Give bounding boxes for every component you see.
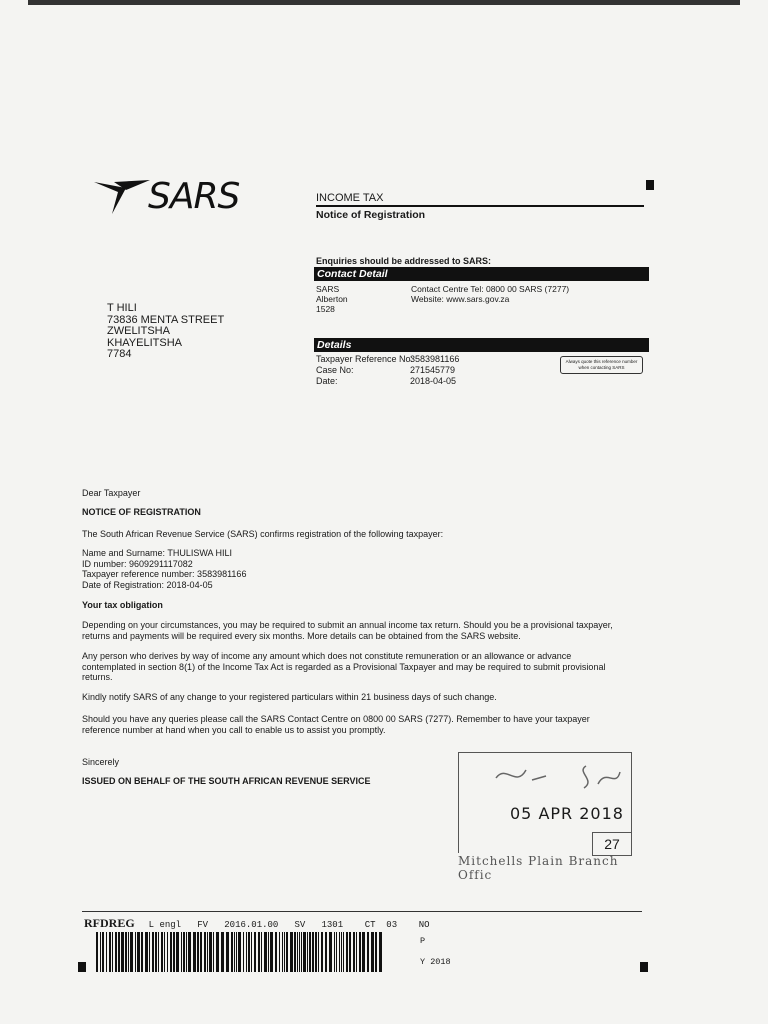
form-codes: L engl FV 2016.01.00 SV 1301 CT 03 NO [148, 920, 430, 930]
taxpayer-details [82, 548, 246, 590]
contact-line: SARS [316, 284, 340, 294]
date-value: 2018-04-05 [410, 376, 457, 386]
details-labels [316, 354, 413, 387]
letter-heading: NOTICE OF REGISTRATION [82, 507, 201, 517]
corner-mark [640, 962, 648, 972]
case-label: Case No: [316, 365, 354, 375]
reg-date-line: Date of Registration: 2018-04-05 [82, 579, 213, 590]
id-line: ID number: 9609291117082 [82, 558, 193, 569]
quote-reference-note: Always quote this reference number when contacting SARS [560, 356, 643, 374]
stamp-branch: Mitchells Plain Branch Offic [458, 854, 619, 882]
paragraph-1 [82, 620, 613, 641]
logo-wordmark: SARS [148, 176, 240, 217]
paragraph-line: Should you have any queries please call the SARS Contact Centre on 0800 00 SARS (7277). Remember to have your taxpayer [82, 714, 590, 724]
stamp-date: 05 APR 2018 [510, 804, 624, 823]
contact-detail-bar: Contact Detail [314, 267, 649, 281]
notice-title: Notice of Registration [316, 209, 426, 221]
paragraph-line: contemplated in section 8(1) of the Income Tax Act is regarded as a Provisional Taxpayer and may be required to submit provisional [82, 661, 606, 672]
paragraph-line: returns. [82, 672, 113, 682]
stamp-scribble-icon [486, 758, 626, 794]
paragraph-3: Kindly notify SARS of any change to your registered particulars within 21 business days of such change. [82, 692, 497, 702]
paragraph-line: Depending on your circumstances, you may be required to submit an annual income tax return. Should you be a provisional taxpayer, [82, 620, 613, 630]
contact-address [316, 284, 348, 314]
contact-info [411, 284, 569, 304]
barcode-icon [96, 932, 386, 972]
tax-type: INCOME TAX [316, 192, 384, 204]
corner-mark [646, 180, 654, 190]
contact-website: Website: www.sars.gov.za [411, 294, 510, 304]
recipient-address [107, 303, 224, 361]
contact-line: 1528 [316, 304, 335, 314]
scan-top-edge [28, 0, 740, 5]
paragraph-line: Any person who derives by way of income any amount which does not constitute remuneration or an allowance or advance [82, 651, 572, 661]
name-line: Name and Surname: THULISWA HILI [82, 548, 233, 558]
footer-side-code: P [420, 936, 426, 946]
date-label: Date: [316, 376, 338, 386]
sars-logo [92, 174, 262, 218]
issued-by: ISSUED ON BEHALF OF THE SOUTH AFRICAN REVENUE SERVICE [82, 776, 371, 786]
sars-bird-icon [92, 178, 152, 218]
stamp-number: 27 [592, 832, 632, 856]
address-line: ZWELITSHA [107, 325, 170, 337]
intro-text: The South African Revenue Service (SARS) confirms registration of the following taxpayer: [82, 529, 444, 539]
address-line: KHAYELITSHA [107, 336, 182, 349]
details-values [410, 354, 459, 387]
contact-phone: Contact Centre Tel: 0800 00 SARS (7277) [411, 284, 570, 294]
footer-codes [84, 916, 430, 931]
taxpayer-ref-label: Taxpayer Reference No: [316, 354, 414, 364]
paragraph-2 [82, 651, 605, 683]
ref-line: Taxpayer reference number: 3583981166 [82, 569, 247, 579]
details-bar: Details [314, 338, 649, 352]
paragraph-4 [82, 714, 590, 735]
address-line: 7784 [107, 348, 132, 360]
paragraph-line: returns and payments will be required every six months. More details can be obtained from the SARS website. [82, 630, 521, 641]
date-stamp [456, 752, 634, 882]
case-value: 271545779 [410, 365, 456, 375]
enquiries-label: Enquiries should be addressed to SARS: [316, 256, 492, 266]
address-line: 73836 MENTA STREET [107, 313, 225, 326]
address-line: T HILI [107, 302, 137, 314]
contact-line: Alberton [316, 294, 348, 304]
obligation-heading: Your tax obligation [82, 600, 163, 610]
footer-rule [82, 911, 642, 912]
notice-header [316, 192, 644, 221]
taxpayer-ref-value: 3583981166 [410, 354, 460, 364]
paragraph-line: reference number at hand when you call to enable us to assist you promptly. [82, 724, 386, 735]
closing: Sincerely [82, 757, 120, 767]
footer-side-year: Y 2018 [420, 957, 451, 967]
corner-mark [78, 962, 86, 972]
header-rule [316, 205, 644, 207]
salutation: Dear Taxpayer [82, 488, 141, 498]
form-code: RFDREG [84, 916, 135, 930]
